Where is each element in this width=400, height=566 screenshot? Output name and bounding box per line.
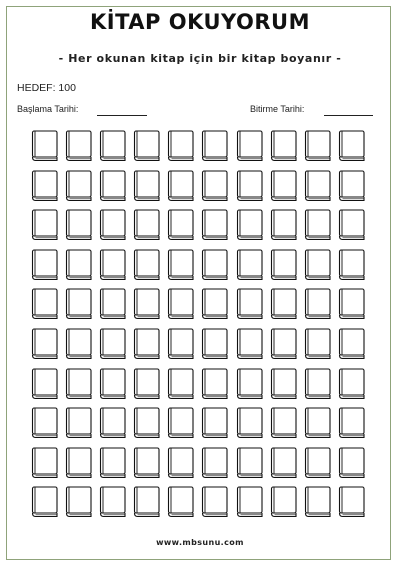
- end-date-field[interactable]: [324, 115, 373, 116]
- book-icon[interactable]: [167, 447, 194, 479]
- book-icon[interactable]: [304, 368, 331, 400]
- book-icon[interactable]: [65, 486, 92, 518]
- book-icon[interactable]: [338, 447, 365, 479]
- book-icon[interactable]: [133, 328, 160, 360]
- book-icon[interactable]: [133, 407, 160, 439]
- book-icon[interactable]: [99, 328, 126, 360]
- book-icon[interactable]: [31, 368, 58, 400]
- book-icon[interactable]: [338, 170, 365, 202]
- book-icon[interactable]: [338, 407, 365, 439]
- book-icon[interactable]: [338, 486, 365, 518]
- book-icon[interactable]: [201, 170, 228, 202]
- book-icon[interactable]: [338, 209, 365, 241]
- page-subtitle: - Her okunan kitap için bir kitap boyanır -: [58, 52, 342, 65]
- book-icon[interactable]: [99, 209, 126, 241]
- book-icon[interactable]: [99, 249, 126, 281]
- book-icon[interactable]: [31, 407, 58, 439]
- book-icon[interactable]: [99, 407, 126, 439]
- book-icon[interactable]: [304, 130, 331, 162]
- book-icon[interactable]: [31, 447, 58, 479]
- book-icon[interactable]: [270, 368, 297, 400]
- page-title: KİTAP OKUYORUM: [90, 10, 310, 34]
- book-icon[interactable]: [270, 209, 297, 241]
- book-icon[interactable]: [201, 447, 228, 479]
- book-icon[interactable]: [201, 288, 228, 320]
- book-icon[interactable]: [99, 447, 126, 479]
- book-icon[interactable]: [270, 288, 297, 320]
- book-icon[interactable]: [65, 368, 92, 400]
- book-icon[interactable]: [167, 407, 194, 439]
- book-icon[interactable]: [270, 407, 297, 439]
- book-icon[interactable]: [167, 288, 194, 320]
- book-icon[interactable]: [304, 447, 331, 479]
- start-date-label: Başlama Tarihi:: [17, 104, 79, 114]
- book-icon[interactable]: [65, 249, 92, 281]
- book-icon[interactable]: [338, 328, 365, 360]
- book-icon[interactable]: [65, 209, 92, 241]
- book-icon[interactable]: [236, 209, 263, 241]
- book-icon[interactable]: [65, 130, 92, 162]
- book-icon[interactable]: [236, 407, 263, 439]
- book-icon[interactable]: [65, 328, 92, 360]
- book-icon[interactable]: [201, 249, 228, 281]
- book-icon[interactable]: [304, 249, 331, 281]
- book-icon[interactable]: [99, 130, 126, 162]
- book-icon[interactable]: [236, 130, 263, 162]
- book-icon[interactable]: [65, 170, 92, 202]
- book-icon[interactable]: [304, 407, 331, 439]
- book-icon[interactable]: [99, 288, 126, 320]
- book-icon[interactable]: [133, 170, 160, 202]
- book-icon[interactable]: [236, 447, 263, 479]
- book-icon[interactable]: [338, 130, 365, 162]
- book-icon[interactable]: [99, 486, 126, 518]
- book-icon[interactable]: [304, 288, 331, 320]
- book-icon[interactable]: [167, 328, 194, 360]
- start-date-field[interactable]: [97, 115, 147, 116]
- end-date-label: Bitirme Tarihi:: [250, 104, 305, 114]
- book-icon[interactable]: [65, 288, 92, 320]
- book-icon[interactable]: [236, 328, 263, 360]
- book-icon[interactable]: [133, 486, 160, 518]
- book-icon[interactable]: [236, 170, 263, 202]
- book-icon[interactable]: [167, 249, 194, 281]
- book-icon[interactable]: [31, 249, 58, 281]
- book-icon[interactable]: [236, 368, 263, 400]
- book-icon[interactable]: [270, 486, 297, 518]
- book-icon[interactable]: [65, 407, 92, 439]
- book-icon[interactable]: [31, 328, 58, 360]
- book-icon[interactable]: [133, 447, 160, 479]
- book-icon[interactable]: [270, 249, 297, 281]
- book-icon[interactable]: [133, 249, 160, 281]
- book-icon[interactable]: [31, 209, 58, 241]
- book-icon[interactable]: [31, 170, 58, 202]
- book-icon[interactable]: [338, 288, 365, 320]
- book-grid: [31, 130, 371, 518]
- book-icon[interactable]: [201, 130, 228, 162]
- book-icon[interactable]: [338, 249, 365, 281]
- book-icon[interactable]: [99, 170, 126, 202]
- book-icon[interactable]: [201, 368, 228, 400]
- book-icon[interactable]: [270, 328, 297, 360]
- book-icon[interactable]: [133, 130, 160, 162]
- book-icon[interactable]: [167, 368, 194, 400]
- book-icon[interactable]: [201, 209, 228, 241]
- book-icon[interactable]: [270, 130, 297, 162]
- book-icon[interactable]: [65, 447, 92, 479]
- book-icon[interactable]: [304, 170, 331, 202]
- book-icon[interactable]: [338, 368, 365, 400]
- book-icon[interactable]: [31, 130, 58, 162]
- goal-label: HEDEF: 100: [17, 82, 76, 94]
- book-icon[interactable]: [31, 288, 58, 320]
- book-icon[interactable]: [167, 130, 194, 162]
- book-icon[interactable]: [133, 288, 160, 320]
- website-footer: www.mbsunu.com: [156, 538, 244, 547]
- book-icon[interactable]: [201, 486, 228, 518]
- book-icon[interactable]: [304, 328, 331, 360]
- book-icon[interactable]: [270, 447, 297, 479]
- book-icon[interactable]: [99, 368, 126, 400]
- book-icon[interactable]: [304, 209, 331, 241]
- book-icon[interactable]: [167, 170, 194, 202]
- book-icon[interactable]: [236, 249, 263, 281]
- book-icon[interactable]: [31, 486, 58, 518]
- book-icon[interactable]: [201, 407, 228, 439]
- book-icon[interactable]: [270, 170, 297, 202]
- book-icon[interactable]: [133, 209, 160, 241]
- book-icon[interactable]: [167, 486, 194, 518]
- book-icon[interactable]: [236, 486, 263, 518]
- book-icon[interactable]: [304, 486, 331, 518]
- book-icon[interactable]: [167, 209, 194, 241]
- book-icon[interactable]: [236, 288, 263, 320]
- book-icon[interactable]: [201, 328, 228, 360]
- book-icon[interactable]: [133, 368, 160, 400]
